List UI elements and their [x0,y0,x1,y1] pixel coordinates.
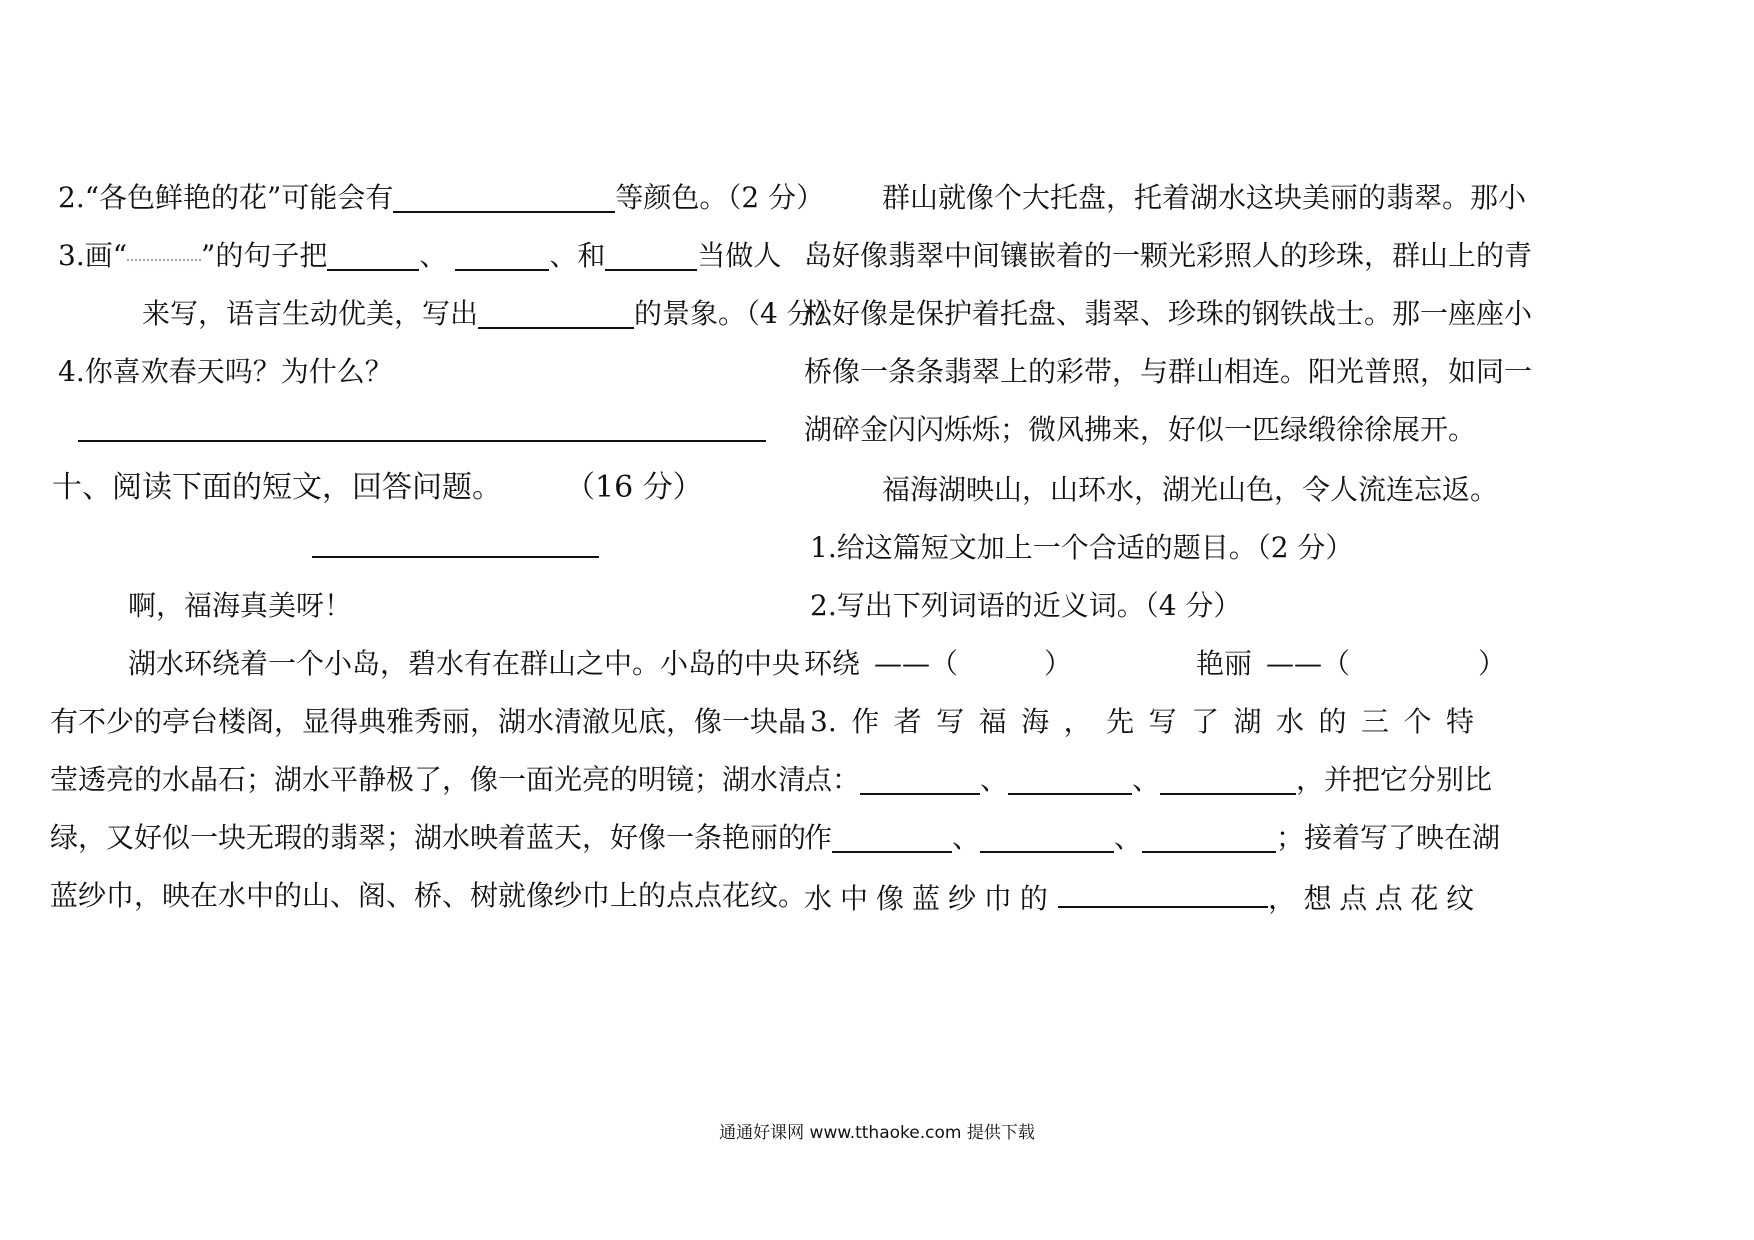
q3-char: 纹 [1445,882,1474,915]
question-3-tail: 当做人 [697,239,782,272]
passage-line: 有不少的亭台楼阁，显得典雅秀丽，湖水清澈见底，像一块晶 [50,705,807,738]
answer-blank[interactable] [1160,763,1296,795]
q3-line4-tail [1268,879,1474,919]
q3-char: 作 [851,705,880,738]
separator: 、 [980,763,1009,796]
q3-char: ， [1063,705,1092,738]
q3-char: 水 [1276,705,1305,738]
answer-blank[interactable] [1142,821,1276,853]
q3-char: 点 [1374,882,1403,915]
answer-blank[interactable] [605,239,697,271]
answer-blank[interactable] [1008,763,1132,795]
q3-char: 湖 [1233,705,1262,738]
q3-char: 特 [1445,705,1474,738]
section-title: 十、阅读下面的短文，回答问题。 [52,470,502,505]
question-4: 4.你喜欢春天吗？为什么？ [58,355,393,388]
answer-blank[interactable] [980,821,1114,853]
q3-line4-lead [804,879,1048,919]
q3-char: ， [1268,882,1297,915]
synonym-word: 艳丽 [1196,647,1253,680]
synonym-word: 环绕 [804,647,861,680]
q3-char: 想 [1303,882,1332,915]
q3-tail: ，并把它分别比 [1296,763,1493,796]
question-2-line [58,178,824,218]
q3-char: 纱 [947,882,976,915]
q3-char: 写 [1148,705,1177,738]
answer-blank[interactable] [478,297,634,329]
quote-open: “ [112,239,128,272]
question-3-line [58,236,781,276]
synonym-dash: ——（ [874,647,959,680]
answer-line[interactable] [78,440,766,442]
right-question-2: 2.写出下列词语的近义词。（4 分） [810,589,1242,622]
q3-char: 巾 [983,882,1012,915]
passage-line: 绿，又好似一块无瑕的翡翠；湖水映着蓝天，好像一条艳丽的 [50,821,807,854]
synonym-item-2 [1196,644,1506,684]
question-3-text-2: 来写，语言生动优美，写出 [142,297,479,330]
answer-blank[interactable] [455,239,549,271]
answer-blank[interactable] [393,181,615,213]
passage-line: 松好像是保护着托盘、翡翠、珍珠的钢铁战士。那一座座小 [804,297,1533,330]
right-question-3 [810,702,1474,742]
question-3-label: 3.画 [58,239,113,272]
title-blank[interactable] [312,556,599,558]
separator: 、和 [549,239,606,272]
passage-closing: 福海湖映山，山环水，湖光山色，令人流连忘返。 [882,473,1499,506]
passage-line: 湖水环绕着一个小岛，碧水有在群山之中。小岛的中央 [128,647,801,680]
passage-line: 岛好像翡翠中间镶嵌着的一颗光彩照人的珍珠，群山上的青 [804,239,1533,272]
q3-char: 点 [1339,882,1368,915]
quote-close: ” [201,239,216,272]
answer-blank[interactable] [860,763,980,795]
q3-char: 3. [810,705,837,738]
right-question-3-line-4 [804,876,1474,919]
q3-char: 中 [839,882,868,915]
passage-line: 蓝纱巾，映在水中的山、阁、桥、树就像纱巾上的点点花纹。 [50,879,807,912]
separator: 、 [419,239,448,272]
q3-char: 蓝 [911,882,940,915]
q3-char: 福 [978,705,1007,738]
passage-opening: 啊，福海真美呀！ [128,589,353,622]
q3-char: 海 [1021,705,1050,738]
page-footer: 通通好课网 www.tthaoke.com 提供下载 [719,1123,1035,1143]
q3-char: 花 [1410,882,1439,915]
synonym-item-1 [804,644,1072,684]
synonym-dash: ——（ [1266,647,1351,680]
q3-char: 的 [1318,705,1347,738]
q3-char: 个 [1403,705,1432,738]
answer-blank[interactable] [832,821,952,853]
synonym-close: ） [1044,647,1073,680]
answer-blank[interactable] [1058,876,1268,908]
q3-char: 像 [875,882,904,915]
q3-char: 三 [1361,705,1390,738]
q3-char: 写 [936,705,965,738]
q3-char: 了 [1191,705,1220,738]
q3-label: 作 [804,821,833,854]
section-score: （16 分） [580,470,703,505]
q3-char: 的 [1019,882,1048,915]
q3-tail: ；接着写了映在湖 [1276,821,1501,854]
q3-char: 先 [1106,705,1135,738]
section-heading [52,468,703,508]
answer-blank[interactable] [327,239,419,271]
question-2-score: 等颜色。（2 分） [615,181,825,214]
question-3-text: 的句子把 [215,239,328,272]
passage-line: 桥像一条条翡翠上的彩带，与群山相连。阳光普照，如同一 [804,355,1533,388]
wavy-underline-sample [127,247,201,261]
q3-char: 者 [893,705,922,738]
q3-char: 水 [804,882,833,915]
right-question-3-line-3 [804,818,1500,858]
passage-line: 湖碎金闪闪烁烁；微风拂来，好似一匹绿缎徐徐展开。 [804,413,1477,446]
question-2-text: 2.“各色鲜艳的花”可能会有 [58,181,394,214]
separator: 、 [952,821,981,854]
question-3-continuation [142,294,843,334]
right-question-3-line-2 [804,760,1492,800]
q3-label: 点： [804,763,861,796]
passage-line: 群山就像个大托盘，托着湖水这块美丽的翡翠。那小 [882,181,1527,214]
passage-line: 莹透亮的水晶石；湖水平静极了，像一面光亮的明镜；湖水清 [50,763,807,796]
question-3-score: 的景象。（4 分） [634,297,843,330]
separator: 、 [1114,821,1143,854]
separator: 、 [1132,763,1161,796]
right-question-1: 1.给这篇短文加上一个合适的题目。（2 分） [810,531,1354,564]
synonym-close: ） [1478,647,1507,680]
